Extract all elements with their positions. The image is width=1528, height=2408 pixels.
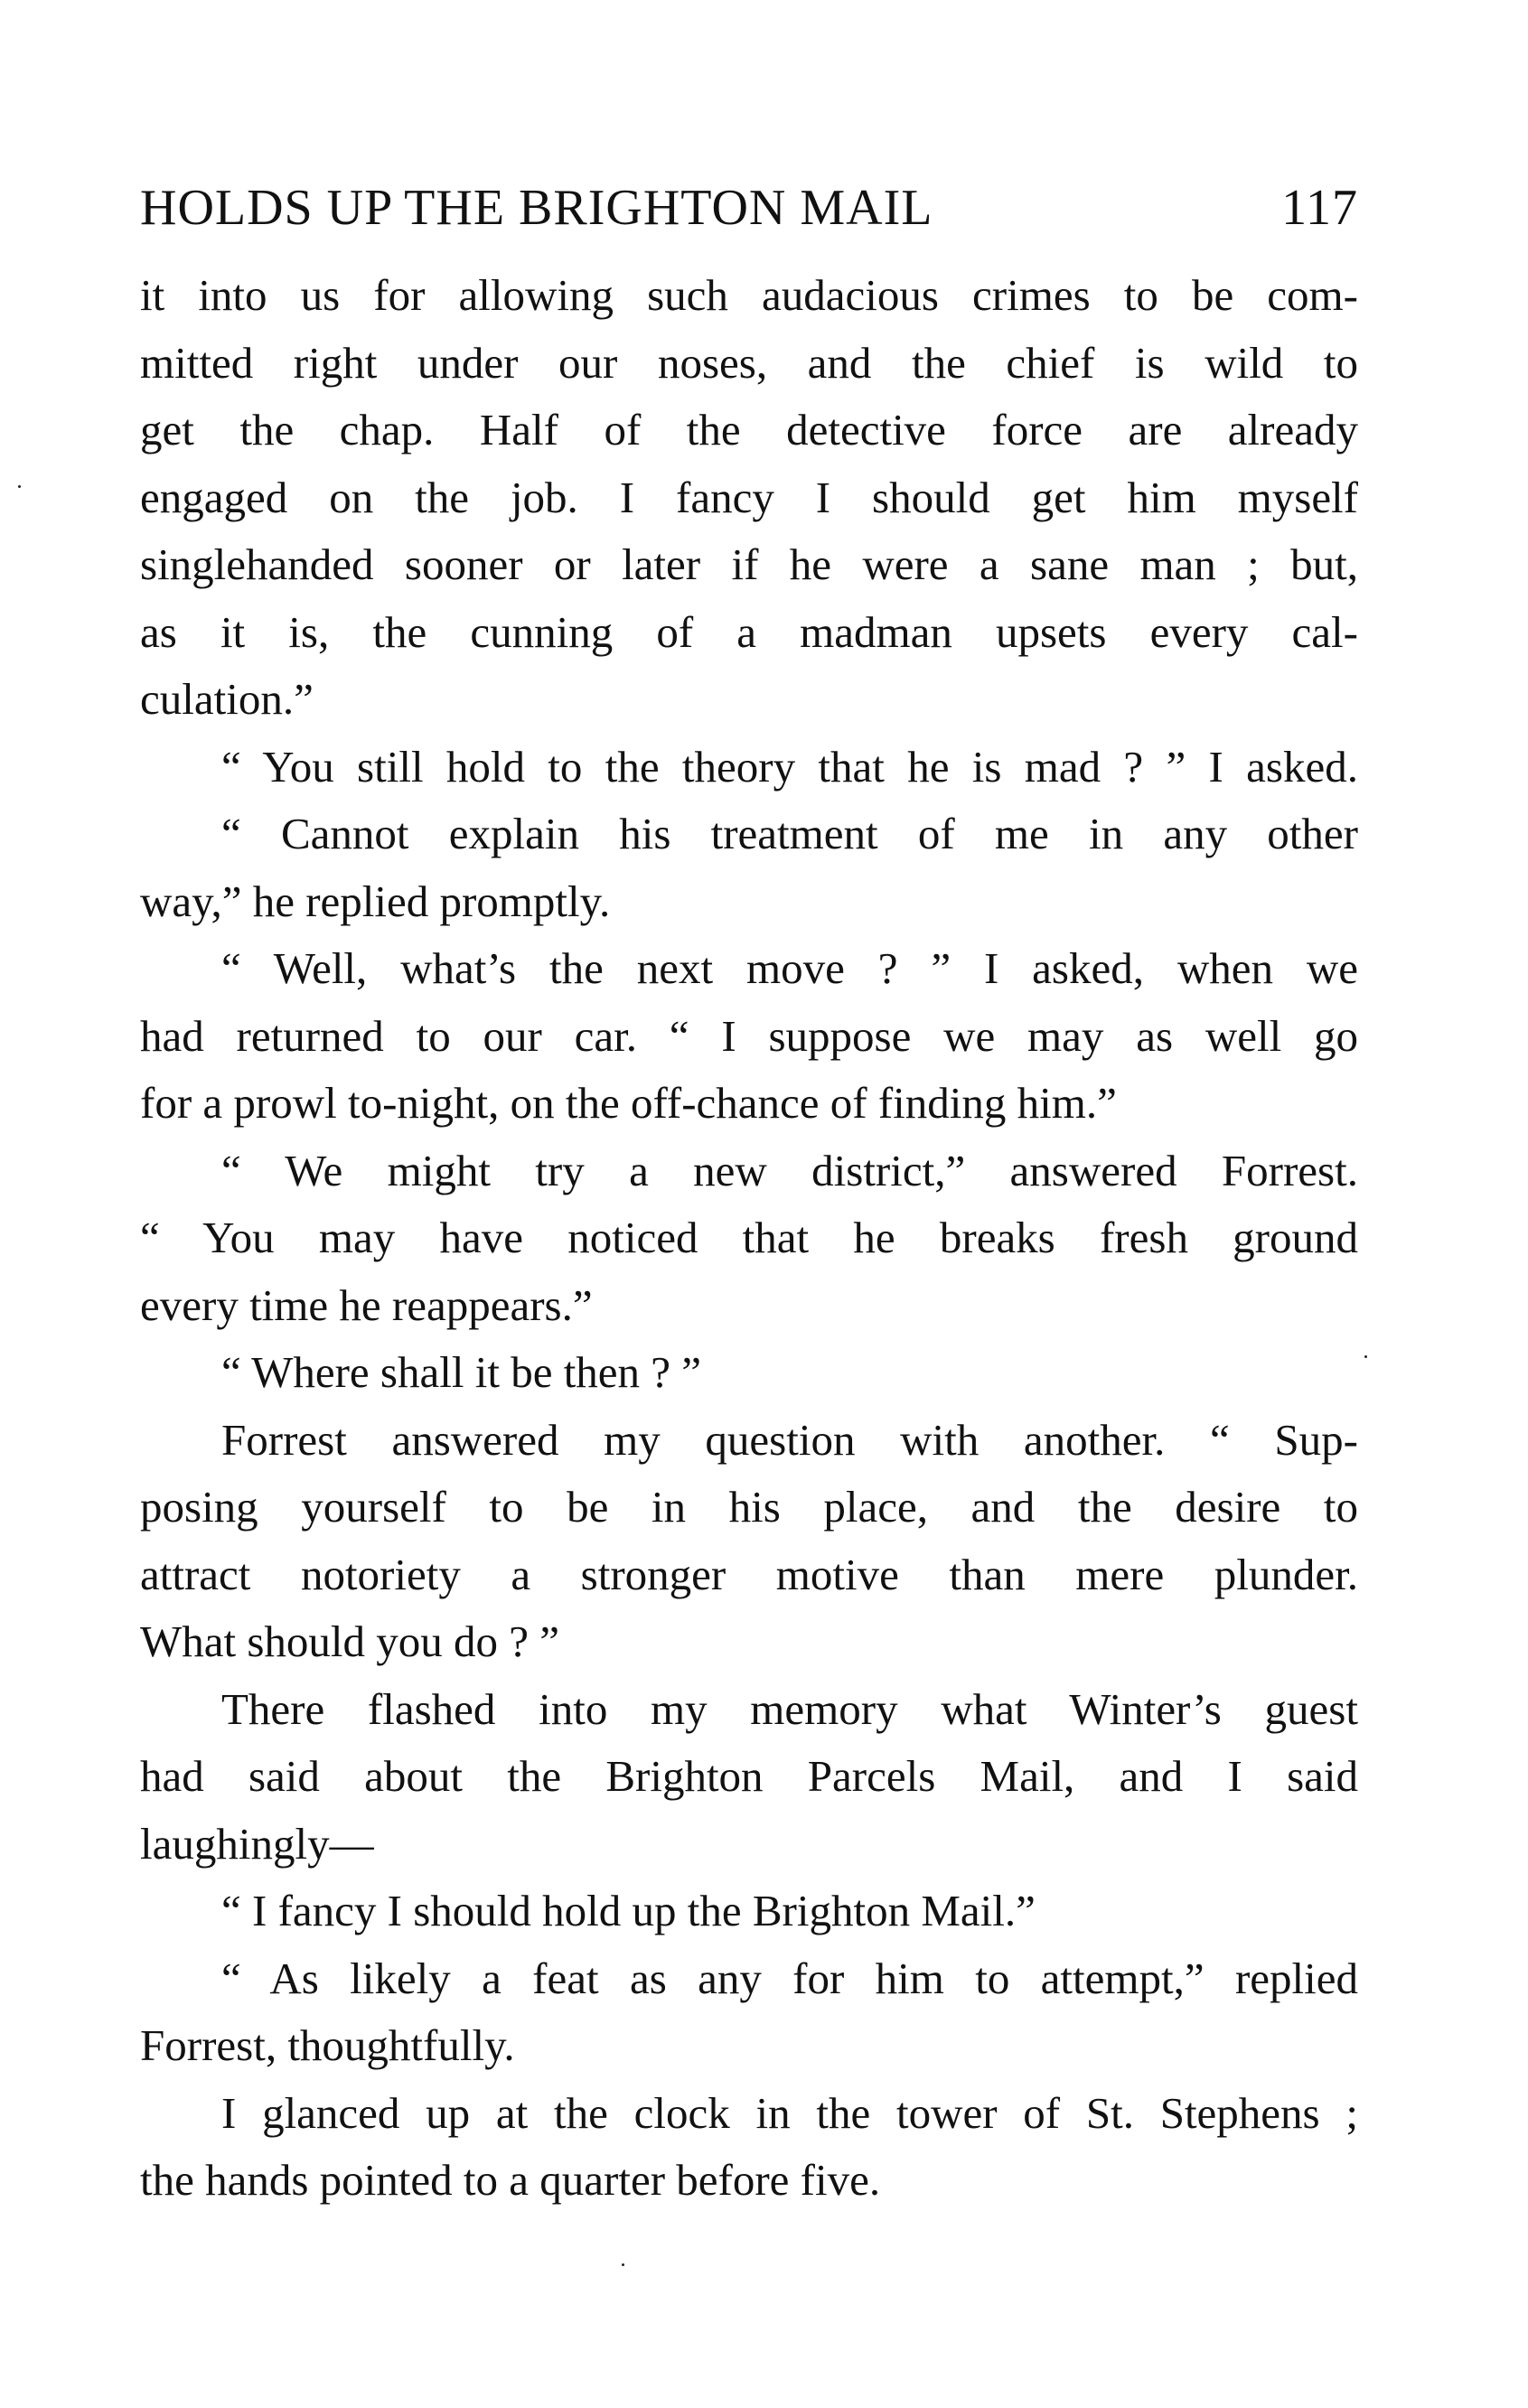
running-title: HOLDS UP THE BRIGHTON MAIL	[140, 180, 933, 236]
running-header	[140, 172, 1358, 244]
print-speck	[18, 485, 21, 488]
text-line: What should you do ? ”	[140, 1616, 560, 1666]
text-line: culation.”	[140, 674, 314, 724]
text-line: “ Where shall it be then ? ”	[221, 1347, 702, 1397]
text-line: laughingly—	[140, 1818, 374, 1869]
text-line: “ As likely a feat as any for him to attempt,” replied	[221, 1953, 1358, 2003]
text-line: had said about the Brighton Parcels Mail, and I said	[140, 1751, 1358, 1801]
text-line: every time he reappears.”	[140, 1279, 593, 1330]
page-body	[140, 262, 1358, 2215]
text-line: “ You still hold to the theory that he is mad ? ” I asked.	[221, 741, 1358, 792]
text-line: had returned to our car. “ I suppose we may as well go	[140, 1010, 1358, 1061]
text-line: “ You may have noticed that he breaks fresh ground	[140, 1213, 1358, 1262]
text-line: as it is, the cunning of a madman upsets every cal-	[140, 606, 1358, 657]
text-line: “ Well, what’s the next move ? ” I asked, when we	[221, 943, 1358, 993]
text-line: singlehanded sooner or later if he were a sane man ; but,	[140, 539, 1358, 589]
text-line: I glanced up at the clock in the tower of St. Stephens ;	[221, 2087, 1358, 2138]
text-line: the hands pointed to a quarter before five.	[140, 2155, 881, 2205]
text-line: get the chap. Half of the detective force are already	[140, 405, 1358, 454]
text-line: “ We might try a new district,” answered Forrest.	[221, 1145, 1358, 1195]
text-line: way,” he replied promptly.	[140, 876, 611, 926]
text-line: “ I fancy I should hold up the Brighton Mail.”	[221, 1886, 1036, 1935]
text-line: “ Cannot explain his treatment of me in any other	[221, 809, 1358, 858]
text-line: engaged on the job. I fancy I should get him myself	[140, 472, 1358, 522]
page-number: 117	[1281, 180, 1358, 236]
text-line: posing yourself to be in his place, and the desire to	[140, 1482, 1358, 1532]
text-line: Forrest answered my question with another. “ Sup-	[221, 1414, 1358, 1465]
text-line: it into us for allowing such audacious crimes to be com-	[140, 270, 1358, 320]
print-speck	[622, 2263, 624, 2266]
text-line: mitted right under our noses, and the chief is wild to	[140, 337, 1358, 388]
text-line: attract notoriety a stronger motive than mere plunder.	[140, 1549, 1358, 1599]
text-line: for a prowl to-night, on the off-chance of finding him.”	[140, 1078, 1117, 1128]
print-speck	[1364, 1355, 1367, 1358]
text-line: There flashed into my memory what Winter’s guest	[221, 1683, 1358, 1734]
text-line: Forrest, thoughtfully.	[140, 2020, 515, 2070]
